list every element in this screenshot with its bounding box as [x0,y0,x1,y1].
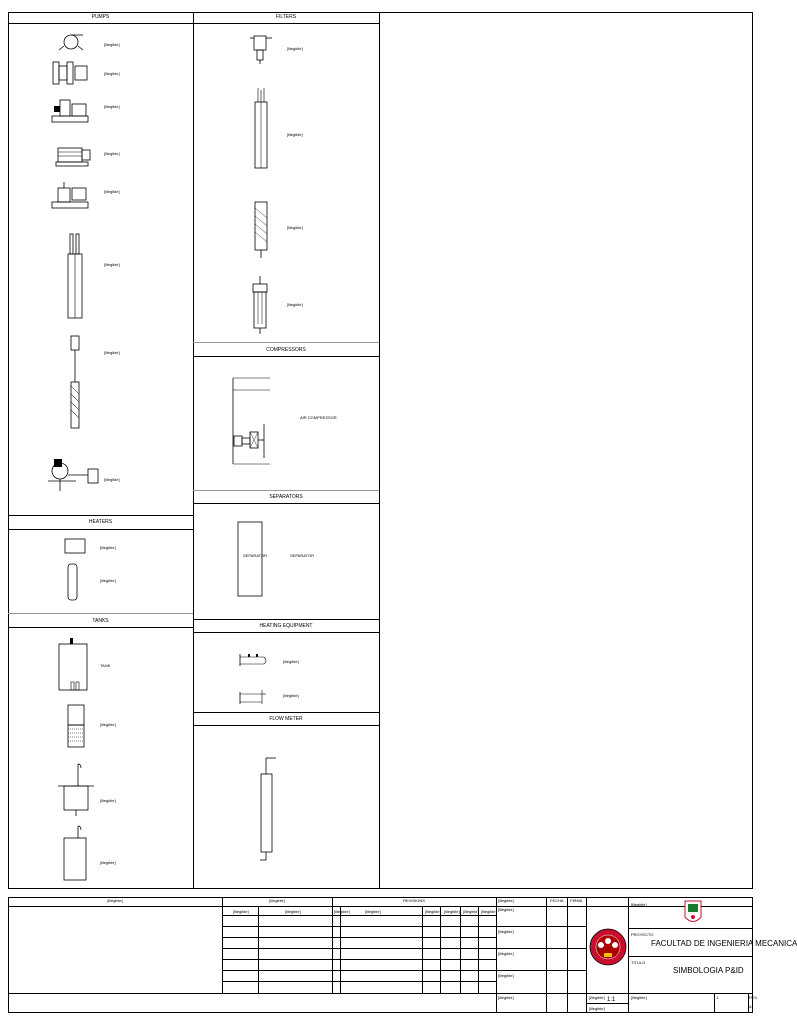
rev-col-header: [illegible] [444,909,460,914]
header-underline [193,356,379,357]
rev-col-line [422,906,423,993]
flow-meter-icon [256,756,280,864]
section-header-separators: SEPARATORS [269,494,303,500]
chemical-tank-icon [60,824,90,884]
reciprocating-pump-icon [46,455,102,495]
divider [193,342,379,343]
rev-col-header: [illegible] [285,909,301,914]
prepared-label: [illegible] [498,898,514,903]
tank-icon [56,636,90,694]
heater-label-1: [illegible] [100,545,116,550]
title-block-divider [332,897,333,993]
sig-line [496,970,586,971]
format-label: [illegible] [498,995,514,1000]
pump-label-6: [illegible] [104,262,120,267]
rev-col-header: [illegible] [233,909,249,914]
tank-label-1: TANK [100,663,111,668]
heat-exchanger-icon-2 [236,688,270,706]
sump-tank-icon [56,762,96,818]
panel-line [628,956,753,957]
title-block-divider [628,897,629,1013]
section-header-filters: FILTERS [275,14,297,20]
rev-row-line [222,926,496,927]
title-block-divider [586,897,587,1013]
drawing-title: SIMBOLOGIA P&ID [673,966,744,975]
horizontal-pump-motor-icon [51,60,91,86]
university-seal-logo [589,913,627,981]
drawing-frame [8,12,753,889]
horizontal-heater-icon [64,538,88,554]
heating-equipment-label-2: [illegible] [283,693,299,698]
section-header-flow-meter: FLOW METER [269,716,303,722]
rev-col-line [258,906,259,993]
revisions-header: [illegible] [269,898,285,903]
rev-col-header: [illegible] [334,909,350,914]
panel-line [628,928,753,929]
faculty-crest-logo [683,899,703,927]
project-label: PROYECTO [631,932,654,937]
scale-label: [illegible] [589,995,605,1000]
filter-label-4: [illegible] [287,302,303,307]
column-divider-1 [193,12,194,889]
approved-label: [illegible] [498,951,514,956]
reference-drawings-header: [illegible] [107,898,123,903]
rev-value: A [749,1004,752,1009]
panel-line [586,993,753,994]
filter-icon-3 [252,198,270,262]
header-underline [193,503,379,504]
rev-row-line [222,970,496,971]
filter-label-1: [illegible] [287,46,303,51]
vertical-heater-icon [66,562,80,602]
air-compressor-icon [230,376,274,468]
client-label: [illegible] [631,902,647,907]
skid-tank-icon [66,703,86,751]
faculty-name: FACULTAD DE INGENIERIA MECANICA [651,939,797,948]
section-header-heating-equipment: HEATING EQUIPMENT [259,623,313,629]
pump-label-3: [illegible] [104,104,120,109]
rev-row-line [222,948,496,949]
panel-line [714,993,715,1013]
rev-row-line [222,981,496,982]
sheet-value: 1 [716,995,719,1000]
vertical-turbine-pump-icon [65,232,85,322]
title-block-divider [567,897,568,1013]
scale-value: 1:1 [607,997,616,1003]
rev-row-line [222,937,496,938]
turbine-pump-icon [54,142,94,168]
divider [193,712,379,713]
rev-col-line [340,906,341,993]
rev-col-header: [illegible] [463,909,479,914]
rev-col-header: [illegible] [365,909,381,914]
centrifugal-pump-icon [55,32,85,52]
sig-line [496,926,586,927]
pump-label-8: [illegible] [104,477,120,482]
filter-icon-4 [250,274,270,336]
header-underline [8,627,193,628]
section-header-compressors: COMPRESSORS [266,347,306,353]
section-header-heaters: HEATERS [88,519,113,525]
divider [8,613,193,614]
submersible-pump-icon [66,334,86,434]
separator-label-1: SEPARATOR [290,553,315,558]
pump-label-1: [illegible] [104,42,120,47]
header-underline [8,529,193,530]
compressor-label-1: AIR COMPRESSOR [300,415,337,420]
rev-col-header: [illegible] [481,909,497,914]
section-header-pumps: PUMPS [91,14,110,20]
pump-label-7: [illegible] [104,350,120,355]
divider [193,490,379,491]
title-block-bottom-line [8,993,628,994]
filter-icon-1 [248,30,274,66]
header-underline [8,23,193,24]
tank-label-4: [illegible] [100,860,116,865]
heating-equipment-label-1: [illegible] [283,659,299,664]
title-label: TITULO [631,960,646,965]
tank-label-3: [illegible] [100,798,116,803]
approved-by-label: [illegible] [498,973,514,978]
header-underline [193,632,379,633]
filter-label-2: [illegible] [287,132,303,137]
filter-label-3: [illegible] [287,225,303,230]
column-divider-2 [379,12,380,889]
rev-col-line [460,906,461,993]
pump-label-2: [illegible] [104,71,120,76]
rev-col-line [440,906,441,993]
tank-label-2: [illegible] [100,722,116,727]
pump-label-4: [illegible] [104,151,120,156]
separator-icon [236,520,266,600]
sheet-label: [illegible] [631,995,647,1000]
date-label: [illegible] [589,1006,605,1011]
reviewed-label: [illegible] [498,929,514,934]
section-header-tanks: TANKS [92,618,109,624]
sig-line [496,948,586,949]
drawn-label: [illegible] [498,907,514,912]
rev-col-line [478,906,479,993]
header-underline [193,23,379,24]
rev-row-line [222,915,496,916]
divider [8,515,193,516]
date-col-label: FECHA [550,898,564,903]
pump-label-5: [illegible] [104,189,120,194]
title-block-divider [222,897,223,993]
rev-row-line [222,959,496,960]
heat-exchanger-icon-1 [236,652,270,668]
header-underline [193,725,379,726]
divider [193,619,379,620]
pump-diesel-icon [50,180,90,210]
centrifugal-pump-motor-icon [50,96,90,126]
title-block-divider [496,897,497,1013]
rev-col-header: [illegible] [425,909,441,914]
rev-label: REV. [749,995,758,1000]
filter-icon-2 [252,86,270,172]
revisions-header-2: REVISIONS [403,898,425,903]
heater-label-2: [illegible] [100,578,116,583]
panel-line [586,1003,628,1004]
sign-col-label: FIRMA [570,898,583,903]
title-block-divider [546,897,547,1013]
separator-inner-label: SEPARATOR [243,553,268,558]
